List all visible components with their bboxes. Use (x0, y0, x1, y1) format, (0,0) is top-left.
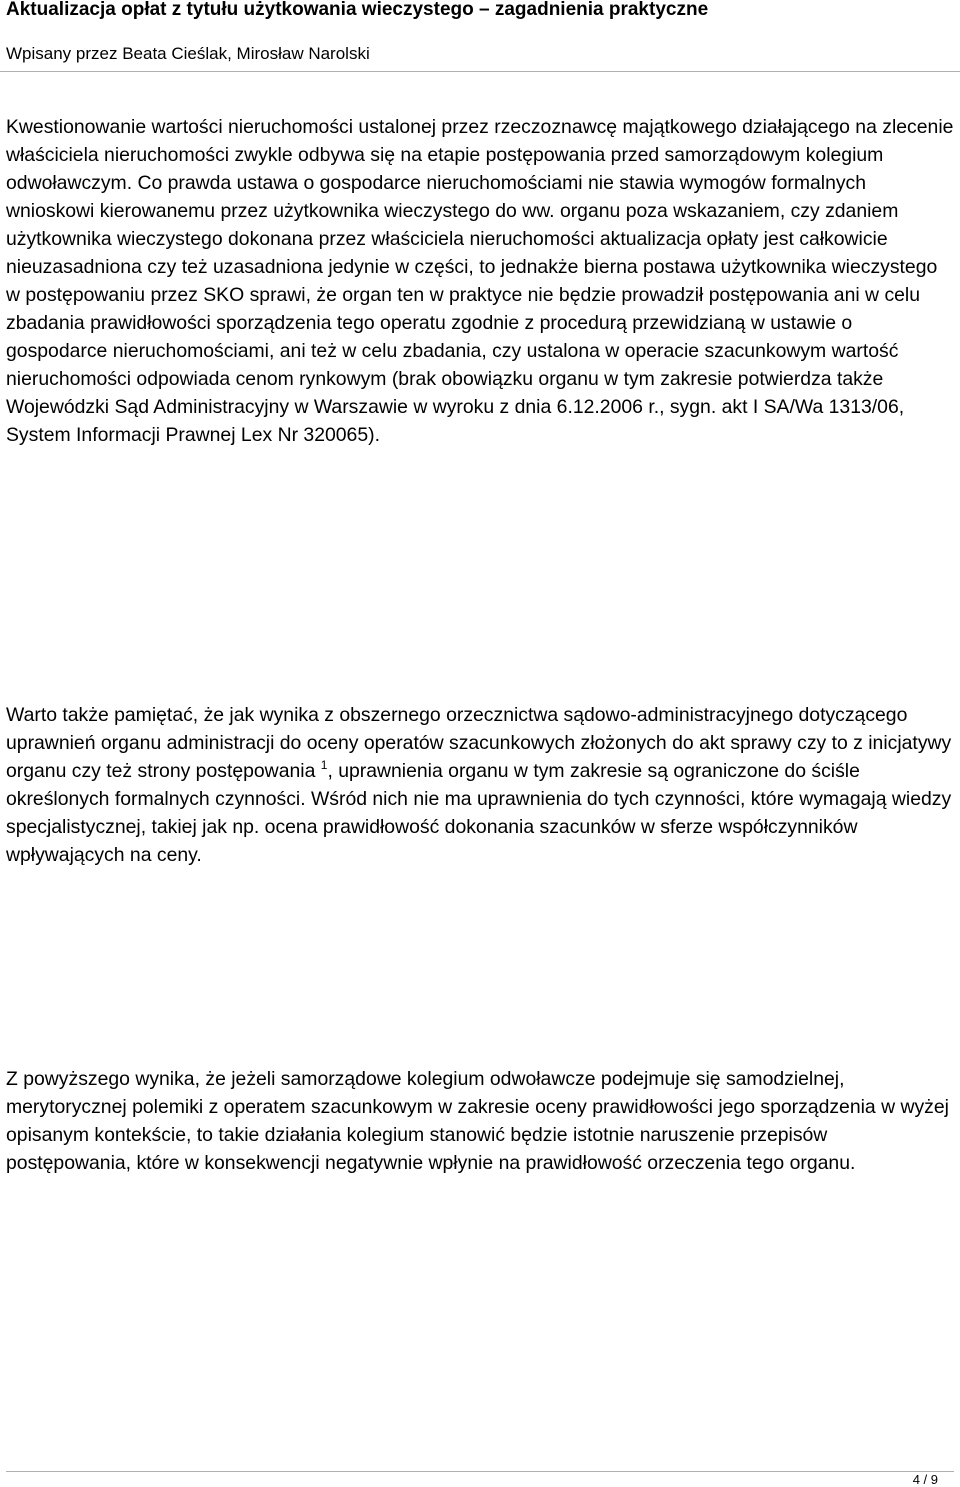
paragraph-2-text-b: , uprawnienia organu w tym zakresie są ograniczone do ściśle określonych formalnych czynności. Wśród nich nie ma uprawnienia do tych czynności, które wymagają wiedzy specjalistycznej, takiej jak np. ocena prawidłowość dokonania szacunków w sferze współczynników wpływających na ceny. (6, 760, 952, 866)
paragraph-3: Z powyższego wynika, że jeżeli samorządowe kolegium odwoławcze podejmuje się samodzielnej, merytorycznej polemiki z operatem szacunkowym w zakresie oceny prawidłowości jego sporządzenia w wyżej opisanym kontekście, to takie działania kolegium stanowić będzie istotnie naruszenie przepisów postępowania, które w konsekwencji negatywnie wpłynie na prawidłowość orzeczenia tego organu. (6, 1068, 949, 1174)
footnote-reference[interactable]: 1 (320, 758, 328, 772)
paragraph-1: Kwestionowanie wartości nieruchomości ustalonej przez rzeczoznawcę majątkowego działającego na zlecenie właściciela nieruchomości zwykle odbywa się na etapie postępowania przed samorządowym kolegium odwoławczym. Co prawda ustawa o gospodarce nieruchomościami nie stawia wymogów formalnych wnioskowi kierowanemu przez użytkownika wieczystego do ww. organu poza wskazaniem, czy zdaniem użytkownika wieczystego dokonana przez właściciela nieruchomości aktualizacja opłaty jest całkowicie nieuzasadniona czy też uzasadniona jedynie w części, to jednakże bierna postawa użytkownika wieczystego w postępowaniu przez SKO sprawi, że organ ten w praktyce nie będzie prowadził postępowania ani w celu zbadania prawidłowości sporządzenia tego operatu zgodnie z procedurą przewidzianą w ustawie o gospodarce nieruchomościami, ani też w celu zbadania, czy ustalona w operacie szacunkowym wartość nieruchomości odpowiada cenom rynkowym (brak obowiązku organu w tym zakresie potwierdza także Wojewódzki Sąd Administracyjny w Warszawie w wyroku z dnia 6.12.2006 r., sygn. akt I SA/Wa 1313/06, System Informacji Prawnej Lex Nr 320065). (6, 116, 954, 446)
footer-divider (6, 1471, 954, 1472)
document-authors: Wpisany przez Beata Cieślak, Mirosław Narolski (6, 44, 370, 63)
paragraph-2-text-a: Warto także pamiętać, że jak wynika z obszernego orzecznictwa sądowo-administracyjnego dotyczącego uprawnień organu administracji do oceny operatów szacunkowych złożonych do akt sprawy czy to z inicjatywy organu czy też strony postępowania (6, 704, 952, 782)
paragraph-2 (6, 701, 954, 869)
page-number: 4 / 9 (912, 1472, 938, 1487)
header-divider (0, 71, 960, 72)
document-title: Aktualizacja opłat z tytułu użytkowania wieczystego – zagadnienia praktyczne (6, 0, 709, 20)
page-header (6, 0, 956, 64)
